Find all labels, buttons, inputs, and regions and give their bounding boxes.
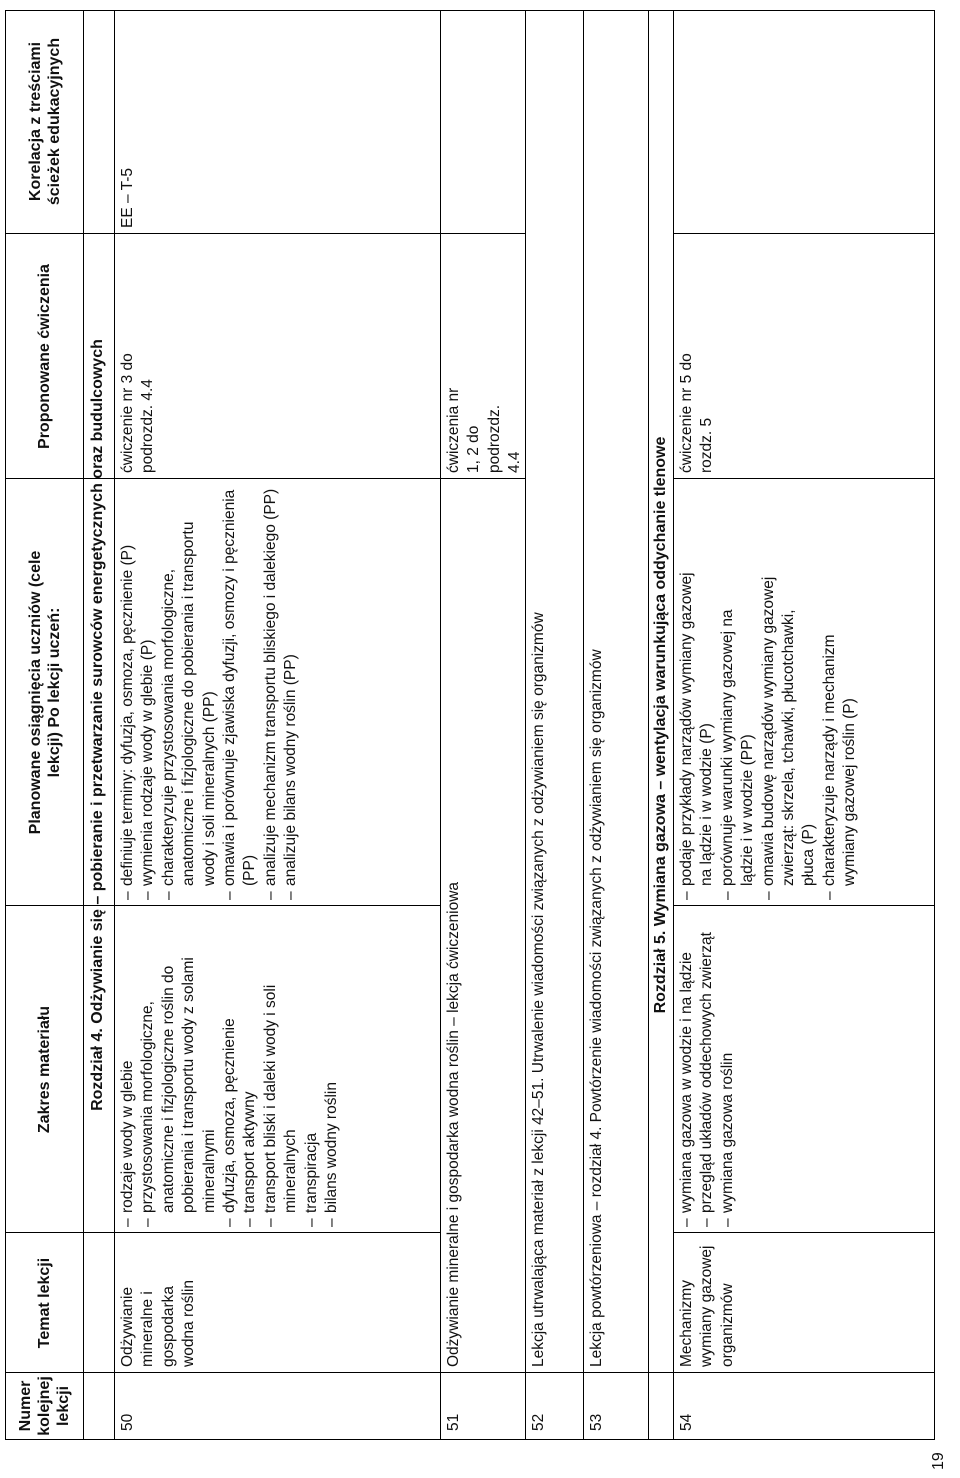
list-item: – rodzaje wody w glebie [118, 912, 138, 1227]
list-item: – analizuje bilans wodny roślin (PP) [281, 484, 301, 900]
list-item: – dyfuzja, osmoza, pęcznienie [220, 912, 240, 1227]
row-54-goals-list [677, 570, 861, 900]
row-50-scope-list [118, 912, 342, 1227]
row-50-correlation: EE – T-5 [119, 167, 136, 228]
list-item: – transpiracja [302, 912, 322, 1227]
header-korelacja: Korelacja z treściami ścieżek edukacyjnych [26, 37, 63, 206]
header-cwiczenia: Proponowane ćwiczenia [36, 264, 53, 449]
row-50-topic: Odżywianie mineralne i gospodarka wodna roślin [119, 1279, 198, 1367]
list-item: – wymienia rodzaje wody w glebie (P) [138, 484, 158, 900]
row-54-exercises: ćwiczenie nr 5 do rozdz. 5 [678, 353, 716, 473]
section-title-4: Rozdział 4. Odżywianie się – pobieranie i przetwarzanie surowców energetycznych oraz budulcowych [89, 339, 106, 1111]
list-item: – wymiana gazowa w wodzie i na lądzie [677, 922, 697, 1227]
list-item: – wymiana gazowa roślin [718, 922, 738, 1227]
row-54-topic: Mechanizmy wymiany gazowej organizmów [678, 1245, 736, 1367]
section-title-5: Rozdział 5. Wymiana gazowa – wentylacja warunkująca oddychanie tlenowe [652, 436, 669, 1014]
row-51-text: Odżywianie mineralne i gospodarka wodna roślin – lekcja ćwiczeniowa [445, 881, 462, 1367]
list-item: – analizuje mechanizm transportu bliskiego i dalekiego (PP) [261, 484, 281, 900]
list-item: – charakteryzuje przystosowania morfologiczne, anatomiczne i fizjologiczne do pobierania i transportu wody i soli mineralnych (PP) [159, 484, 220, 900]
header-planowane: Planowane osiągnięcia uczniów (cele lekcji) Po lekcji uczeń: [26, 550, 63, 835]
row-50-goals-list [118, 484, 302, 900]
list-item: – bilans wodny roślin [322, 912, 342, 1227]
row-53-number: 53 [588, 1413, 605, 1431]
list-item: – omawia i porównuje zjawiska dyfuzji, osmozy i pęcznienia (PP) [220, 484, 261, 900]
list-item: – definiuje terminy: dyfuzja, osmoza, pęcznienie (P) [118, 484, 138, 900]
row-52-number: 52 [530, 1413, 547, 1431]
row-50-exercises: ćwiczenie nr 3 do podrozdz. 4.4 [119, 353, 157, 473]
row-54-scope-list [677, 922, 738, 1227]
row-54-number: 54 [678, 1413, 695, 1431]
row-51-exercises: ćwiczenia nr 1, 2 do podrozdz. 4.4 [445, 387, 524, 473]
row-50-number: 50 [119, 1413, 136, 1431]
list-item: – przegląd układów oddechowych zwierząt [697, 922, 717, 1227]
row-53-text: Lekcja powtórzeniowa – rozdział 4. Powtórzenie wiadomości związanych z odżywianiem się organizmów [588, 649, 605, 1367]
row-52-text: Lekcja utrwalająca materiał z lekcji 42–51. Utrwalenie wiadomości związanych z odżywianiem się organizmów [530, 612, 547, 1367]
header-zakres: Zakres materiału [36, 1005, 53, 1134]
list-item: – transport aktywny [240, 912, 260, 1227]
lesson-plan-table [5, 10, 935, 1440]
header-numer: Numer kolejnej lekcji [17, 1376, 72, 1436]
header-temat: Temat lekcji [36, 1257, 53, 1349]
list-item: – charakteryzuje narządy i mechanizm wymiany gazowej roślin (P) [820, 570, 861, 900]
list-item: – porównuje warunki wymiany gazowej na lądzie i w wodzie (PP) [718, 570, 759, 900]
list-item: – transport bliski i daleki wody i soli mineralnych [261, 912, 302, 1227]
list-item: – podaje przykłady narządów wymiany gazowej na lądzie i w wodzie (P) [677, 570, 718, 900]
list-item: – przystosowania morfologiczne, anatomiczne i fizjologiczne roślin do pobierania i transportu wody z solami mineralnymi [138, 912, 220, 1227]
page-number: 19 [930, 1452, 947, 1470]
list-item: – omawia budowę narządów wymiany gazowej zwierząt: skrzela, tchawki, płucotchawki, płuca (P) [759, 570, 820, 900]
row-51-number: 51 [445, 1413, 462, 1431]
